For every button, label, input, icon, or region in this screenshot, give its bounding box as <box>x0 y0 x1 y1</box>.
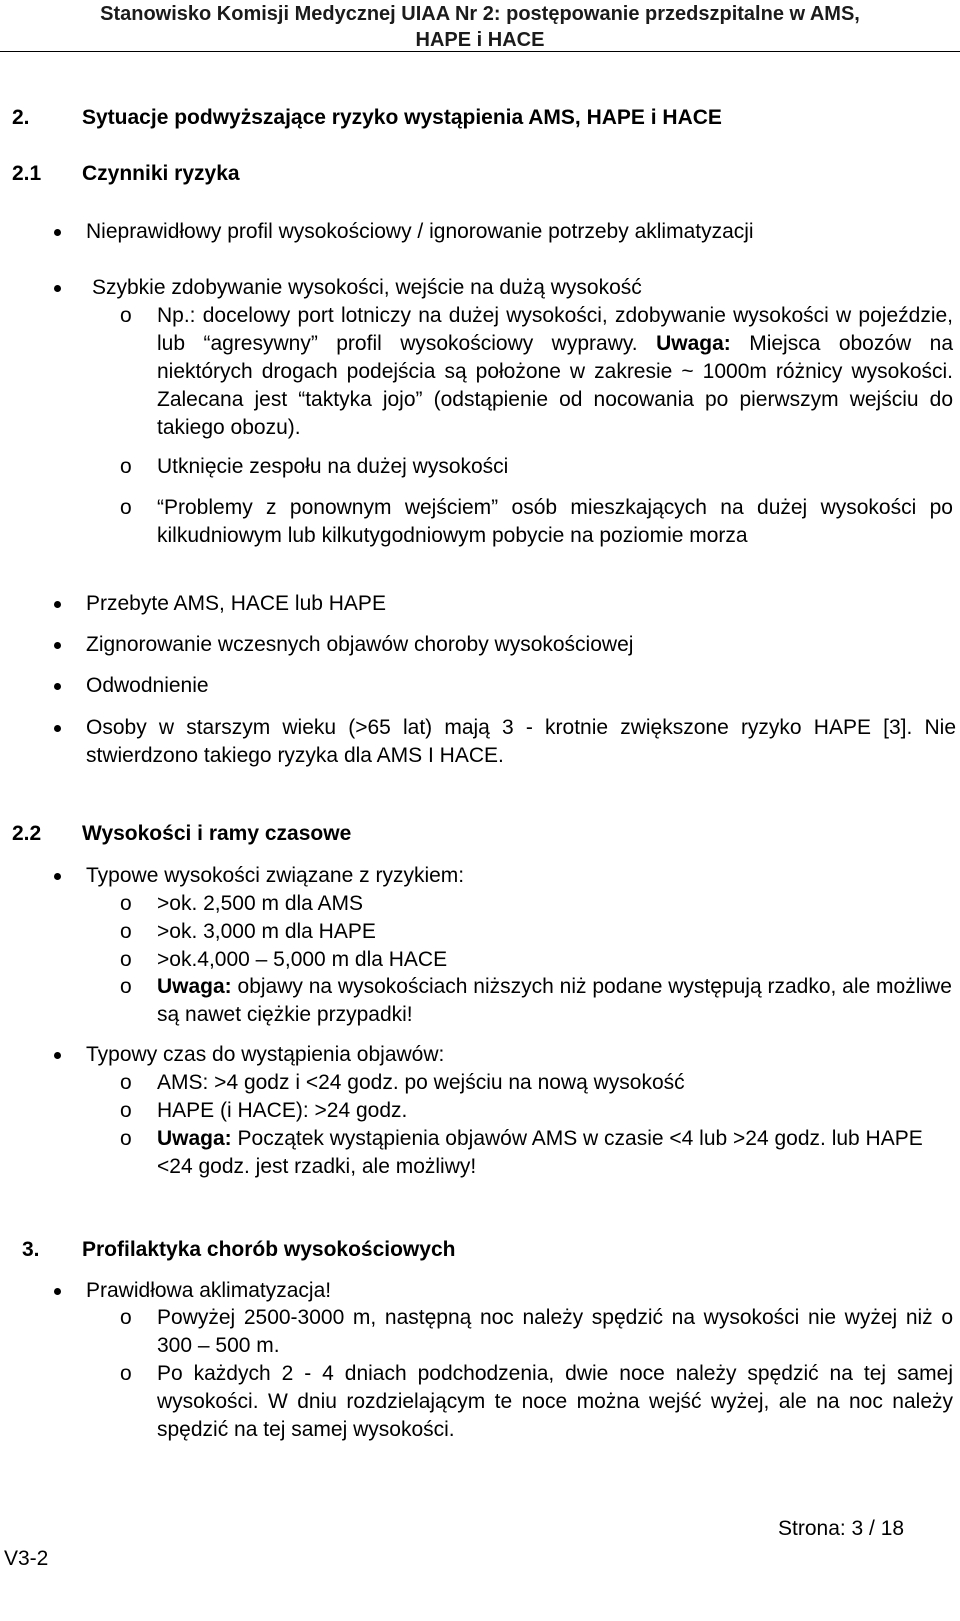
note-label: Uwaga: <box>157 975 232 998</box>
circle-bullet-icon: o <box>120 304 132 327</box>
section-number: 3. <box>22 1238 40 1261</box>
section-title: Czynniki ryzyka <box>82 162 240 185</box>
sub-list-item: o Np.: docelowy port lotniczy na dużej wysokości, zdobywanie wysokości w pojeździe, lub “agresywny” profil wysokościowy wyprawy. Uwaga: Miejsca obozów na niektórych drogach podejścia są położone w zakresie ~ 1000m różnicy wysokości. Zalecana jest “taktyka jojo” (odstąpienie od nocowania po pierwszym wejściu do takiego obozu). <box>120 304 953 439</box>
section-2-1-heading <box>12 160 240 187</box>
section-2-2-heading <box>12 820 351 847</box>
section-title: Wysokości i ramy czasowe <box>82 822 352 845</box>
circle-bullet-icon: o <box>120 1306 132 1329</box>
bullet-dot-icon <box>54 683 61 690</box>
bullet-dot-icon <box>54 642 61 649</box>
section-3-heading <box>22 1236 455 1263</box>
circle-bullet-icon: o <box>120 1362 132 1385</box>
circle-bullet-icon: o <box>120 1071 132 1094</box>
section-title: Profilaktyka chorób wysokościowych <box>82 1238 456 1261</box>
bullet-dot-icon <box>54 229 61 236</box>
bullet-dot-icon <box>54 873 61 880</box>
header-line-2: HAPE i HACE <box>415 29 545 51</box>
circle-bullet-icon: o <box>120 975 132 998</box>
version-label: V3-2 <box>4 1547 49 1570</box>
header-line-1: Stanowisko Komisji Medycznej UIAA Nr 2: postępowanie przedszpitalne w AMS, <box>100 3 860 25</box>
bullet-dot-icon <box>54 601 61 608</box>
circle-bullet-icon: o <box>120 455 132 478</box>
section-2-heading <box>12 104 722 131</box>
page-number: Strona: 3 / 18 <box>778 1517 905 1540</box>
circle-bullet-icon: o <box>120 496 132 519</box>
page-header <box>0 0 960 52</box>
section-title: Sytuacje podwyższające ryzyko wystąpienia AMS, HAPE i HACE <box>82 106 722 129</box>
note-label: Uwaga: <box>157 1127 232 1150</box>
bullet-dot-icon <box>54 1288 61 1295</box>
section-number: 2.2 <box>12 822 42 845</box>
section-number: 2.1 <box>12 162 42 185</box>
circle-bullet-icon: o <box>120 920 132 943</box>
circle-bullet-icon: o <box>120 1127 132 1150</box>
circle-bullet-icon: o <box>120 892 132 915</box>
circle-bullet-icon: o <box>120 948 132 971</box>
note-label: Uwaga: <box>656 332 731 355</box>
bullet-dot-icon <box>54 1052 61 1059</box>
bullet-dot-icon <box>54 285 61 292</box>
section-number: 2. <box>12 106 30 129</box>
bullet-dot-icon <box>54 725 61 732</box>
circle-bullet-icon: o <box>120 1099 132 1122</box>
